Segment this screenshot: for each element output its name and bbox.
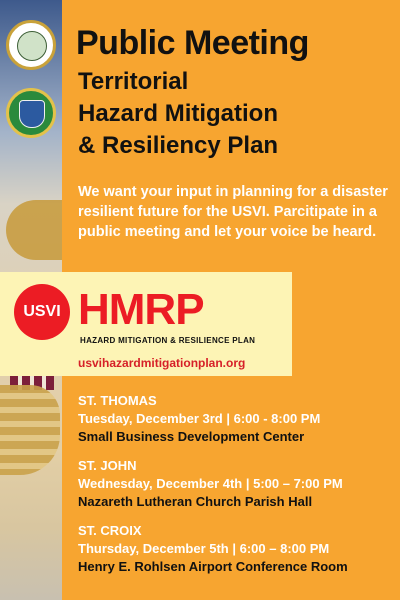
logo-tagline: HAZARD MITIGATION & RESILIENCE PLAN xyxy=(80,336,256,345)
territory-seal-icon xyxy=(6,88,56,138)
eagle-wing-icon xyxy=(0,385,60,475)
meeting-place: Nazareth Lutheran Church Parish Hall xyxy=(78,494,313,509)
eagle-head-icon xyxy=(6,200,62,260)
meeting-date: Tuesday, December 3rd | 6:00 - 8:00 PM xyxy=(78,411,321,426)
meeting-island: ST. JOHN xyxy=(78,458,137,473)
page-title: Public Meeting xyxy=(76,24,309,62)
plan-subtitle xyxy=(78,66,278,162)
university-seal-icon xyxy=(6,20,56,70)
meeting-date: Thursday, December 5th | 6:00 – 8:00 PM xyxy=(78,541,330,556)
meeting-island: ST. CROIX xyxy=(78,523,142,538)
website-link[interactable]: usvihazardmitigationplan.org xyxy=(78,356,246,370)
subtitle-line: Territorial xyxy=(78,68,189,95)
subtitle-line: Hazard Mitigation xyxy=(78,100,279,127)
usvi-logo-circle: USVI xyxy=(14,284,70,340)
meeting-place: Small Business Development Center xyxy=(78,429,305,444)
hmrp-logo: HMRP xyxy=(78,285,204,334)
meeting-st-thomas xyxy=(78,392,320,446)
meeting-st-croix xyxy=(78,522,348,576)
meeting-island: ST. THOMAS xyxy=(78,393,157,408)
meeting-date: Wednesday, December 4th | 5:00 – 7:00 PM xyxy=(78,476,343,491)
meeting-st-john xyxy=(78,457,343,511)
meeting-place: Henry E. Rohlsen Airport Conference Room xyxy=(78,559,348,574)
subtitle-line: & Resiliency Plan xyxy=(78,132,279,159)
intro-text: We want your input in planning for a disaster resilient future for the USVI. Parcitipate in a public meeting and let your voice be heard. xyxy=(78,184,388,240)
